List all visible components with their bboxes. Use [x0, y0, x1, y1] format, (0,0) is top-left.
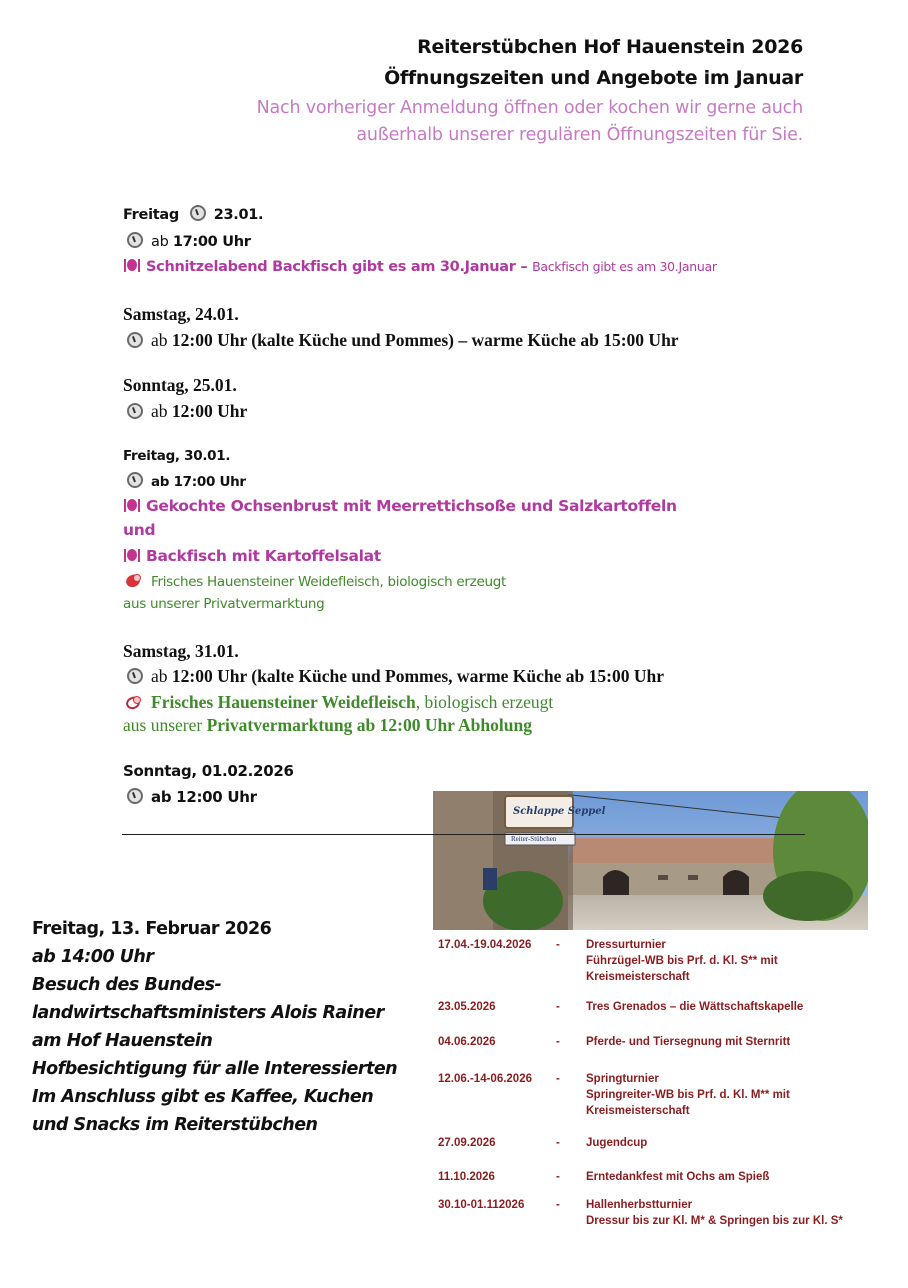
day-title-fri-3001: Freitag, 30.01.	[123, 448, 231, 464]
dish-text: Backfisch mit Kartoffelsalat	[146, 547, 381, 565]
event-date: 17.04.-19.04.2026	[438, 939, 532, 951]
time-sat-3101	[127, 666, 664, 687]
time-fri-3001	[127, 472, 246, 490]
dish-icon	[124, 549, 140, 562]
feb-event-line: Hofbesichtigung für alle Interessierten	[32, 1059, 398, 1079]
sign-brand: Schlappe Seppel	[513, 806, 606, 817]
time-prefix: ab	[151, 666, 168, 686]
dish-bold: Schnitzelabend Backfisch gibt es am 30.Januar –	[146, 259, 528, 275]
day-title-sun-2501: Sonntag, 25.01.	[123, 375, 237, 395]
sign-label: Reiter-Stübchen	[511, 835, 557, 843]
feb-event-line: ab 14:00 Uhr	[32, 947, 154, 967]
note-line-1: Nach vorheriger Anmeldung öffnen oder kochen wir gerne auch	[256, 98, 803, 118]
event-dash: -	[556, 1171, 560, 1183]
event-line: Kreismeisterschaft	[586, 1105, 690, 1117]
feb-event-line: Im Anschluss gibt es Kaffee, Kuchen	[32, 1087, 374, 1107]
event-line: Dressur bis zur Kl. M* & Springen bis zur Kl. S*	[586, 1215, 843, 1227]
time-value: ab 17:00 Uhr	[151, 474, 246, 490]
courtyard-illustration	[433, 791, 868, 930]
meat-sat-3101	[126, 692, 553, 713]
event-dash: -	[556, 1073, 560, 1085]
dish-fri-2301	[124, 259, 717, 275]
meat-icon	[126, 695, 143, 710]
clock-icon	[127, 472, 143, 488]
event-dash: -	[556, 1137, 560, 1149]
dish-icon	[124, 499, 140, 512]
day-date: 23.01.	[213, 207, 264, 223]
time-sat-2401	[127, 330, 679, 351]
dish-and: und	[123, 521, 156, 539]
event-title	[586, 1197, 843, 1229]
clock-icon	[127, 403, 143, 419]
clock-icon	[127, 788, 143, 804]
event-title	[586, 937, 778, 985]
dish-text: Gekochte Ochsenbrust mit Meerrettichsoße und Salzkartoffeln	[146, 497, 677, 515]
day-name: Freitag	[123, 207, 179, 223]
time-value: ab 12:00 Uhr	[151, 788, 257, 806]
note-line-2: außerhalb unserer regulären Öffnungszeiten für Sie.	[356, 125, 803, 145]
meat-icon	[126, 573, 143, 588]
meat-rest: , biologisch erzeugt	[415, 692, 554, 712]
meat-sat-3101-line2	[123, 715, 532, 736]
feb-event-line: am Hof Hauenstein	[32, 1031, 213, 1051]
feb-event-line: landwirtschaftsministers Alois Rainer	[32, 1003, 384, 1023]
courtyard-photo	[433, 791, 868, 930]
clock-icon	[127, 668, 143, 684]
event-dash: -	[556, 1001, 560, 1013]
event-line: Springreiter-WB bis Prf. d. Kl. M** mit	[586, 1089, 790, 1101]
time-prefix: ab	[151, 330, 168, 350]
day-title-sat-2401: Samstag, 24.01.	[123, 304, 239, 324]
day-title-fri-2301	[123, 205, 263, 223]
page-subtitle: Öffnungszeiten und Angebote im Januar	[384, 67, 803, 89]
event-title: Erntedankfest mit Ochs am Spieß	[586, 1171, 770, 1183]
clock-icon	[127, 232, 143, 248]
meat-fri-3001	[126, 573, 506, 590]
clock-icon	[190, 205, 206, 221]
time-prefix: ab	[151, 234, 169, 250]
event-title: Tres Grenados – die Wättschaftskapelle	[586, 1001, 804, 1013]
event-title	[586, 1071, 790, 1119]
dish-small: Backfisch gibt es am 30.Januar	[532, 259, 717, 274]
clock-icon	[127, 332, 143, 348]
feb-event	[32, 915, 397, 1139]
feb-event-line: und Snacks im Reiterstübchen	[32, 1115, 318, 1135]
page-title: Reiterstübchen Hof Hauenstein 2026	[417, 36, 803, 58]
event-title: Jugendcup	[586, 1137, 648, 1149]
event-dash: -	[556, 1199, 560, 1211]
event-line: Dressurturnier	[586, 939, 666, 951]
feb-event-title: Freitag, 13. Februar 2026	[32, 919, 272, 939]
time-fri-2301	[127, 232, 251, 250]
event-date: 12.06.-14-06.2026	[438, 1073, 532, 1085]
event-date: 30.10-01.112026	[438, 1199, 525, 1211]
dish-icon	[124, 259, 140, 272]
event-dash: -	[556, 1036, 560, 1048]
time-value: 17:00 Uhr	[172, 234, 251, 250]
event-date: 23.05.2026	[438, 1001, 496, 1013]
divider-line	[122, 834, 805, 835]
event-title: Pferde- und Tiersegnung mit Sternritt	[586, 1036, 791, 1048]
meat-prefix: aus unserer	[123, 715, 203, 735]
day-title-sun-0102: Sonntag, 01.02.2026	[123, 762, 294, 780]
event-date: 04.06.2026	[438, 1036, 496, 1048]
event-line: Kreismeisterschaft	[586, 971, 690, 983]
day-title-sat-3101: Samstag, 31.01.	[123, 641, 239, 661]
meat-pickup: Privatvermarktung ab 12:00 Uhr Abholung	[206, 715, 532, 735]
dish-fri-3001-2	[124, 547, 381, 565]
dish-fri-3001-1	[124, 497, 677, 515]
event-date: 11.10.2026	[438, 1171, 495, 1183]
meat-fri-3001-line2: aus unserer Privatvermarktung	[123, 596, 325, 612]
event-line: Hallenherbstturnier	[586, 1199, 693, 1211]
time-value: 12:00 Uhr (kalte Küche und Pommes) – warme Küche ab 15:00 Uhr	[171, 330, 679, 350]
feb-event-line: Besuch des Bundes-	[32, 975, 222, 995]
meat-bold: Frisches Hauensteiner Weidefleisch	[151, 692, 416, 712]
time-value: 12:00 Uhr	[171, 401, 248, 421]
time-prefix: ab	[151, 401, 168, 421]
event-line: Springturnier	[586, 1073, 659, 1085]
time-sun-0102	[127, 788, 257, 806]
time-value: 12:00 Uhr (kalte Küche und Pommes, warme Küche ab 15:00 Uhr	[171, 666, 664, 686]
time-sun-2501	[127, 401, 247, 422]
event-dash: -	[556, 939, 560, 951]
meat-text: Frisches Hauensteiner Weidefleisch, biologisch erzeugt	[151, 574, 506, 590]
event-line: Führzügel-WB bis Prf. d. Kl. S** mit	[586, 955, 778, 967]
event-date: 27.09.2026	[438, 1137, 496, 1149]
